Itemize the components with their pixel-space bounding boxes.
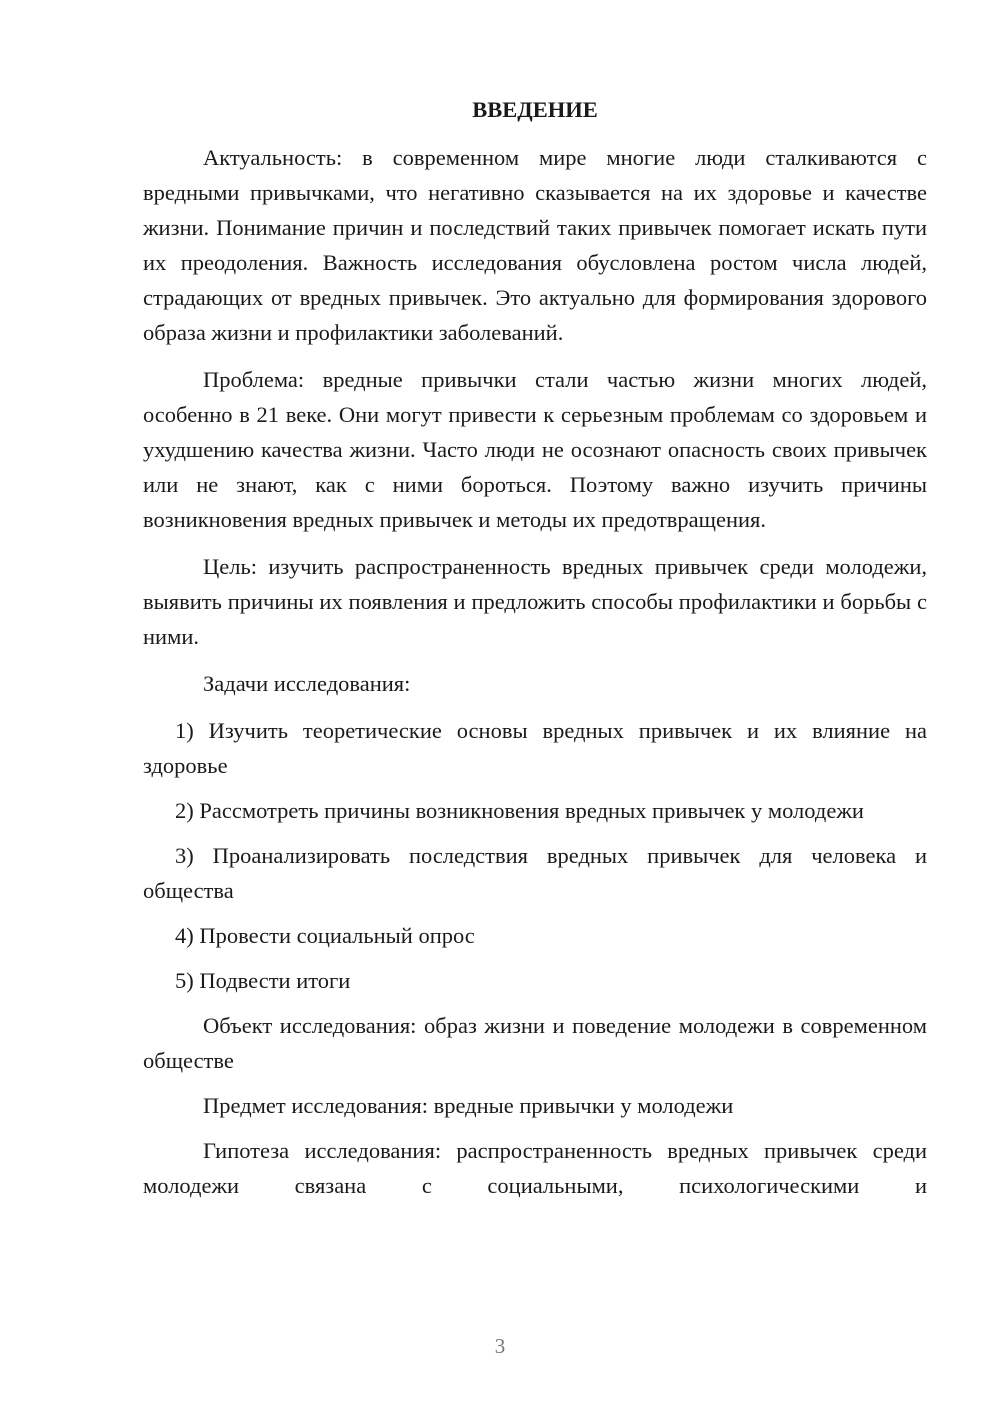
task-item-4: 4) Провести социальный опрос bbox=[175, 923, 475, 948]
subject-paragraph: Предмет исследования: вредные привычки у молодежи bbox=[203, 1093, 734, 1118]
relevance-paragraph: Актуальность: в современном мире многие люди сталкиваются с вредными привычками, что негативно сказывается на их здоровье и качестве жизни. Понимание причин и последствий таких привычек помогает искать пути их преодоления. Важность исследования обусловлена ростом числа людей, страдающих от вредных привычек. Это актуально для формирования здорового образа жизни и профилактики заболеваний. bbox=[143, 145, 927, 345]
problem-paragraph: Проблема: вредные привычки стали частью жизни многих людей, особенно в 21 веке. Они могут привести к серьезным проблемам со здоровьем и ухудшению качества жизни. Часто люди не осознают опасность своих привычек или не знают, как с ними бороться. Поэтому важно изучить причины возникновения вредных привычек и методы их предотвращения. bbox=[143, 367, 927, 532]
hypothesis-paragraph: Гипотеза исследования: распространенность вредных привычек среди молодежи связана с социальными, психологическими и bbox=[143, 1138, 927, 1198]
section-title: ВВЕДЕНИЕ bbox=[472, 97, 598, 122]
task-item-2: 2) Рассмотреть причины возникновения вредных привычек у молодежи bbox=[175, 798, 864, 823]
goal-paragraph: Цель: изучить распространенность вредных привычек среди молодежи, выявить причины их появления и предложить способы профилактики и борьбы с ними. bbox=[143, 554, 927, 649]
tasks-heading: Задачи исследования: bbox=[203, 671, 411, 696]
task-item-5: 5) Подвести итоги bbox=[175, 968, 351, 993]
document-page bbox=[143, 92, 927, 1215]
object-paragraph: Объект исследования: образ жизни и поведение молодежи в современном обществе bbox=[143, 1013, 927, 1073]
page-number: 3 bbox=[494, 1334, 506, 1358]
task-item-3: 3) Проанализировать последствия вредных привычек для человека и общества bbox=[143, 843, 927, 903]
task-item-1: 1) Изучить теоретические основы вредных привычек и их влияние на здоровье bbox=[143, 718, 927, 778]
